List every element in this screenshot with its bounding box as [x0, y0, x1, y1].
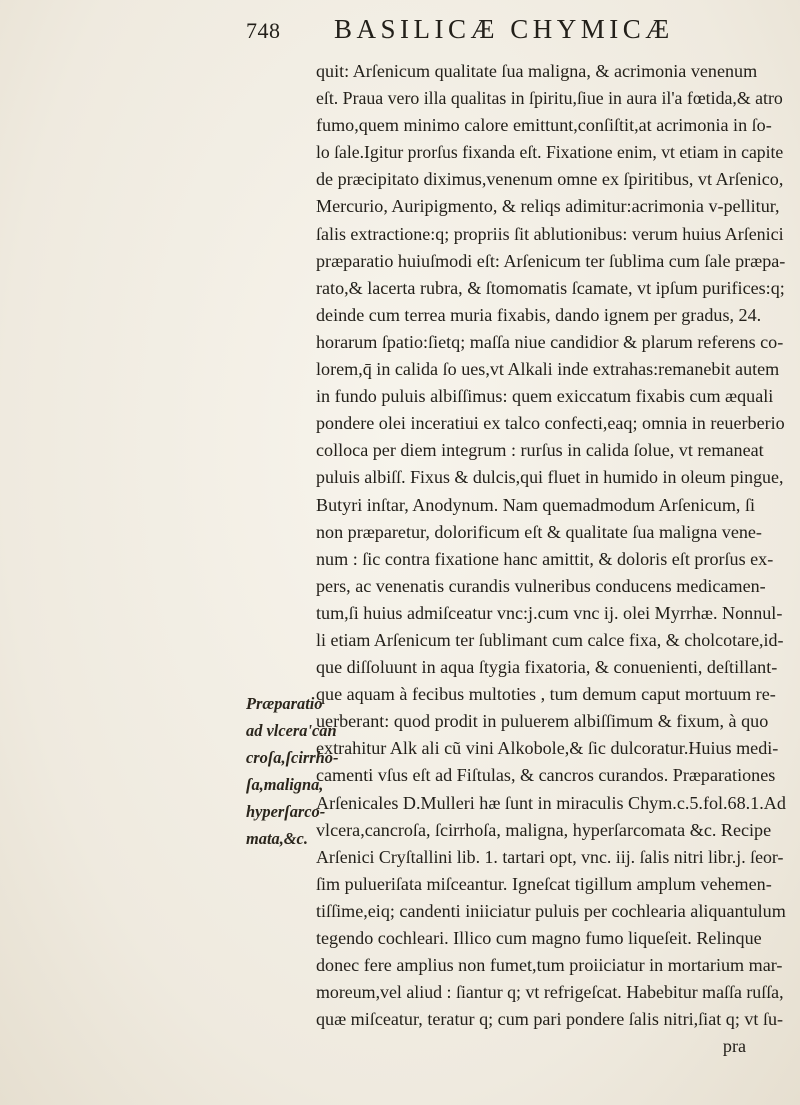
- text-line: donec fere amplius non fumet,tum proiiciatur in mortarium mar-: [316, 955, 783, 976]
- text-line: tiſſime,eiq; candenti iniiciatur puluis per cochlearia aliquantulum: [316, 900, 786, 921]
- text-line: lo ſale.Igitur prorſus fixanda eſt. Fixatione enim, vt etiam in capite: [316, 142, 784, 163]
- text-line: que diſſoluunt in aqua ſtygia fixatoria, & conuenienti, deſtillant-: [316, 657, 778, 678]
- running-title: BASILICÆ CHYMICÆ: [334, 14, 674, 44]
- text-line: tegendo cochleari. Illico cum magno fumo liqueſeit. Relinque: [316, 928, 762, 948]
- text-line: num : ſic contra fixatione hanc amittit, & doloris eſt prorſus ex-: [316, 548, 774, 569]
- marginal-note-line: croſa,ſcirrho-: [246, 748, 339, 768]
- text-line: præparatio huiuſmodi eſt: Arſenicum ter ſublima cum ſale præpa-: [316, 250, 786, 271]
- marginal-note-line: ſa,maligna,: [246, 775, 324, 795]
- text-line: li etiam Arſenicum ter ſublimant cum calce fixa, & cholcotare,id-: [316, 629, 784, 650]
- text-line: deinde cum terrea muria fixabis, dando ignem per gradus, 24.: [316, 304, 762, 325]
- text-line: quit: Arſenicum qualitate ſua maligna, & acrimonia venenum: [316, 61, 758, 81]
- text-line: tum,ſi huius admiſceatur vnc:j.cum vnc ij. olei Myrrhæ. Nonnul-: [316, 602, 783, 623]
- text-line: non præparetur, dolorificum eſt & qualitate ſua maligna vene-: [316, 521, 762, 542]
- text-line: Arſenicales D.Mulleri hæ ſunt in miraculis Chym.c.5.fol.68.1.Ad: [316, 792, 786, 813]
- text-line: puluis albiſſ. Fixus & dulcis,qui fluet in humido in oleum pingue,: [316, 467, 784, 488]
- text-line: pra: [722, 1036, 746, 1057]
- text-line: uerberant: quod prodit in puluerem albiſſimum & fixum, à quo: [316, 711, 769, 732]
- text-line: quæ miſceatur, teratur q; cum pari pondere ſalis nitri,ſiat q; vt ſu-: [316, 1009, 784, 1030]
- text-line: fumo,quem minimo calore emittunt,conſiſtit,at acrimonia in ſo-: [316, 115, 772, 136]
- text-line: extrahitur Alk ali cũ vini Alkobole,& ſic dulcoratur.Huius medi-: [316, 738, 779, 759]
- text-line: pers, ac venenatis curandis vulneribus conducens medicamen-: [316, 575, 766, 596]
- text-line: Arſenici Cryſtallini lib. 1. tartari opt, vnc. iij. ſalis nitri libr.j. ſeor-: [316, 846, 784, 867]
- marginal-note: [246, 690, 339, 853]
- text-line: ſalis extractione:q; propriis ſit ablutionibus: verum huius Arſenici: [316, 223, 784, 244]
- text-line: colloca per diem integrum : rurſus in calida ſolue, vt remaneat: [316, 440, 764, 461]
- text-line: horarum ſpatio:ſietq; maſſa niue candidior & plarum referens co-: [316, 331, 784, 352]
- marginal-note-line: ad vlcera'can: [246, 721, 337, 741]
- text-line: moreum,vel aliud : ſiantur q; vt refrigeſcat. Habebitur maſſa ruſſa,: [316, 982, 784, 1003]
- marginal-note-line: hyperſarco-: [246, 802, 326, 822]
- text-line: de præcipitato diximus,venenum omne ex ſpiritibus, vt Arſenico,: [316, 169, 784, 190]
- text-line: Butyri inſtar, Anodynum. Nam quemadmodum Arſenicum, ſi: [316, 494, 756, 515]
- text-line: in fundo puluis albiſſimus: quem exiccatum fixabis cum æquali: [316, 386, 774, 407]
- text-line: vlcera,cancroſa, ſcirrhoſa, maligna, hyperſarcomata &c. Recipe: [316, 819, 772, 840]
- marginal-note-line: Præparatio: [246, 694, 323, 713]
- marginal-note-line: mata,&c.: [246, 829, 308, 849]
- text-line: pondere olei inceratiui ex talco confecti,eaq; omnia in reuerberio: [316, 413, 785, 434]
- text-line: ſim pulueriſata miſceantur. Igneſcat tigillum amplum vehemen-: [316, 873, 772, 894]
- page-number: 748: [246, 18, 281, 43]
- text-line: rato,& lacerta rubra, & ſtomomatis ſcamate, vt ipſum purifices:q;: [316, 277, 785, 298]
- text-line: eſt. Praua vero illa qualitas in ſpiritu,ſiue in aura il'a fœtida,& atro: [316, 88, 783, 109]
- text-line: que aquam à fecibus multoties , tum demum caput mortuum re-: [316, 684, 776, 705]
- text-line: Mercurio, Auripigmento, & reliqs adimitur:acrimonia v-pellitur,: [316, 196, 780, 217]
- main-text-block: [316, 58, 786, 1060]
- page-header: [0, 10, 800, 54]
- text-line: camenti vſus eſt ad Fiſtulas, & cancros curandos. Præparationes: [316, 765, 776, 786]
- text-line: lorem,q̄ in calida ſo ues,vt Alkali inde extrahas:remanebit autem: [316, 359, 780, 380]
